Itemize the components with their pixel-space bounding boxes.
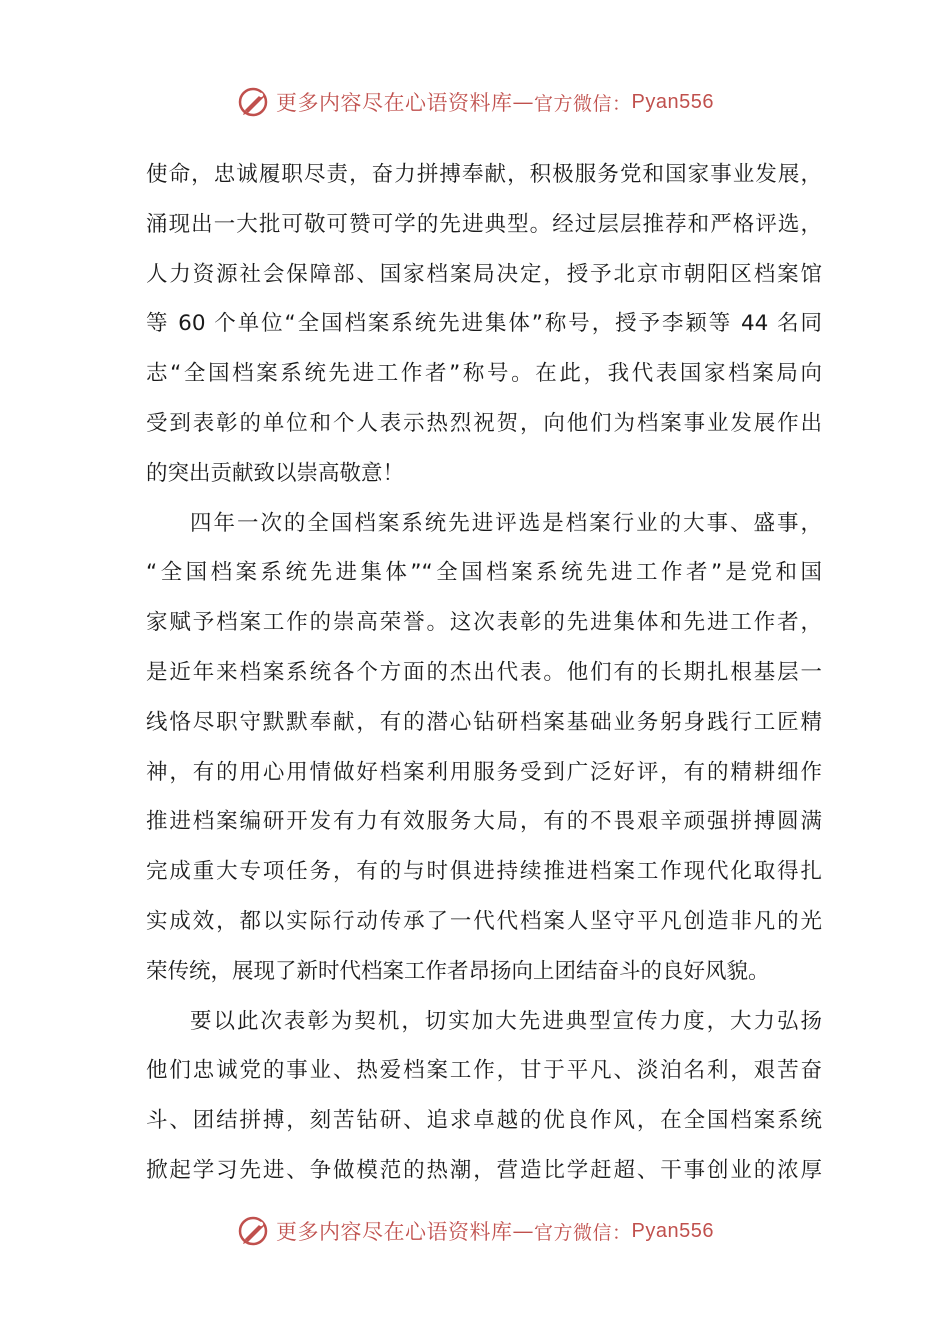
text-line: 斗、团结拼搏，刻苦钻研、追求卓越的优良作风，在全国档案系统 bbox=[146, 1108, 822, 1134]
footer-watermark bbox=[0, 1211, 950, 1251]
text-line: 完成重大专项任务，有的与时俱进持续推进档案工作现代化取得扎 bbox=[146, 859, 822, 885]
text-line: 家赋予档案工作的崇高荣誉。这次表彰的先进集体和先进工作者， bbox=[146, 610, 822, 636]
pen-seal-logo-icon bbox=[236, 1213, 272, 1249]
text-line: 线恪尽职守默默奉献，有的潜心钻研档案基础业务躬身践行工匠精 bbox=[146, 709, 822, 735]
watermark-brand-text: 更多内容尽在心语资料库 bbox=[276, 91, 513, 115]
text-line: 受到表彰的单位和个人表示热烈祝贺，向他们为档案事业发展作出 bbox=[146, 410, 822, 436]
text-line: 涌现出一大批可敬可赞可学的先进典型。经过层层推荐和严格评选， bbox=[146, 211, 822, 237]
watermark-wechat-id: Pyan556 bbox=[631, 1219, 714, 1242]
text-line: 他们忠诚党的事业、热爱档案工作，甘于平凡、淡泊名利，艰苦奋 bbox=[146, 1058, 822, 1084]
text-line: 是近年来档案系统各个方面的杰出代表。他们有的长期扎根基层一 bbox=[146, 659, 822, 685]
watermark-brand-text: 更多内容尽在心语资料库 bbox=[276, 1220, 513, 1244]
text-line: 使命，忠诚履职尽责，奋力拼搏奉献，积极服务党和国家事业发展， bbox=[146, 162, 822, 187]
text-line: 神，有的用心用情做好档案利用服务受到广泛好评，有的精耕细作 bbox=[146, 759, 822, 785]
text-line: 志“全国档案系统先进工作者”称号。在此，我代表国家档案局向 bbox=[146, 361, 822, 387]
text-line: 等 60 个单位“全国档案系统先进集体”称号，授予李颖等 44 名同 bbox=[146, 311, 822, 337]
text-line: 荣传统，展现了新时代档案工作者昂扬向上团结奋斗的良好风貌。 bbox=[146, 958, 770, 984]
document-body bbox=[146, 150, 822, 1196]
text-line: 实成效，都以实际行动传承了一代代档案人坚守平凡创造非凡的光 bbox=[146, 908, 822, 934]
watermark-wechat-label: 官方微信： bbox=[534, 92, 632, 115]
text-line: 的突出贡献致以崇高敬意！ bbox=[146, 460, 405, 486]
text-line: “全国档案系统先进集体”“全国档案系统先进工作者”是党和国 bbox=[146, 560, 822, 586]
watermark-dash: — bbox=[512, 1219, 534, 1243]
watermark-dash: — bbox=[512, 90, 534, 114]
header-watermark bbox=[0, 82, 950, 122]
text-line: 四年一次的全国档案系统先进评选是档案行业的大事、盛事， bbox=[190, 510, 822, 536]
text-line: 要以此次表彰为契机，切实加大先进典型宣传力度，大力弘扬 bbox=[190, 1008, 822, 1034]
paragraph bbox=[146, 499, 822, 997]
text-line: 掀起学习先进、争做模范的热潮，营造比学赶超、干事创业的浓厚 bbox=[146, 1157, 822, 1183]
paragraph bbox=[146, 150, 822, 499]
pen-seal-logo-icon bbox=[236, 84, 272, 120]
watermark-wechat-id: Pyan556 bbox=[631, 90, 714, 113]
watermark-wechat-label: 官方微信： bbox=[534, 1221, 632, 1244]
text-line: 推进档案编研开发有力有效服务大局，有的不畏艰辛顽强拼搏圆满 bbox=[146, 809, 822, 835]
paragraph bbox=[146, 997, 822, 1196]
text-line: 人力资源社会保障部、国家档案局决定，授予北京市朝阳区档案馆 bbox=[146, 261, 822, 287]
